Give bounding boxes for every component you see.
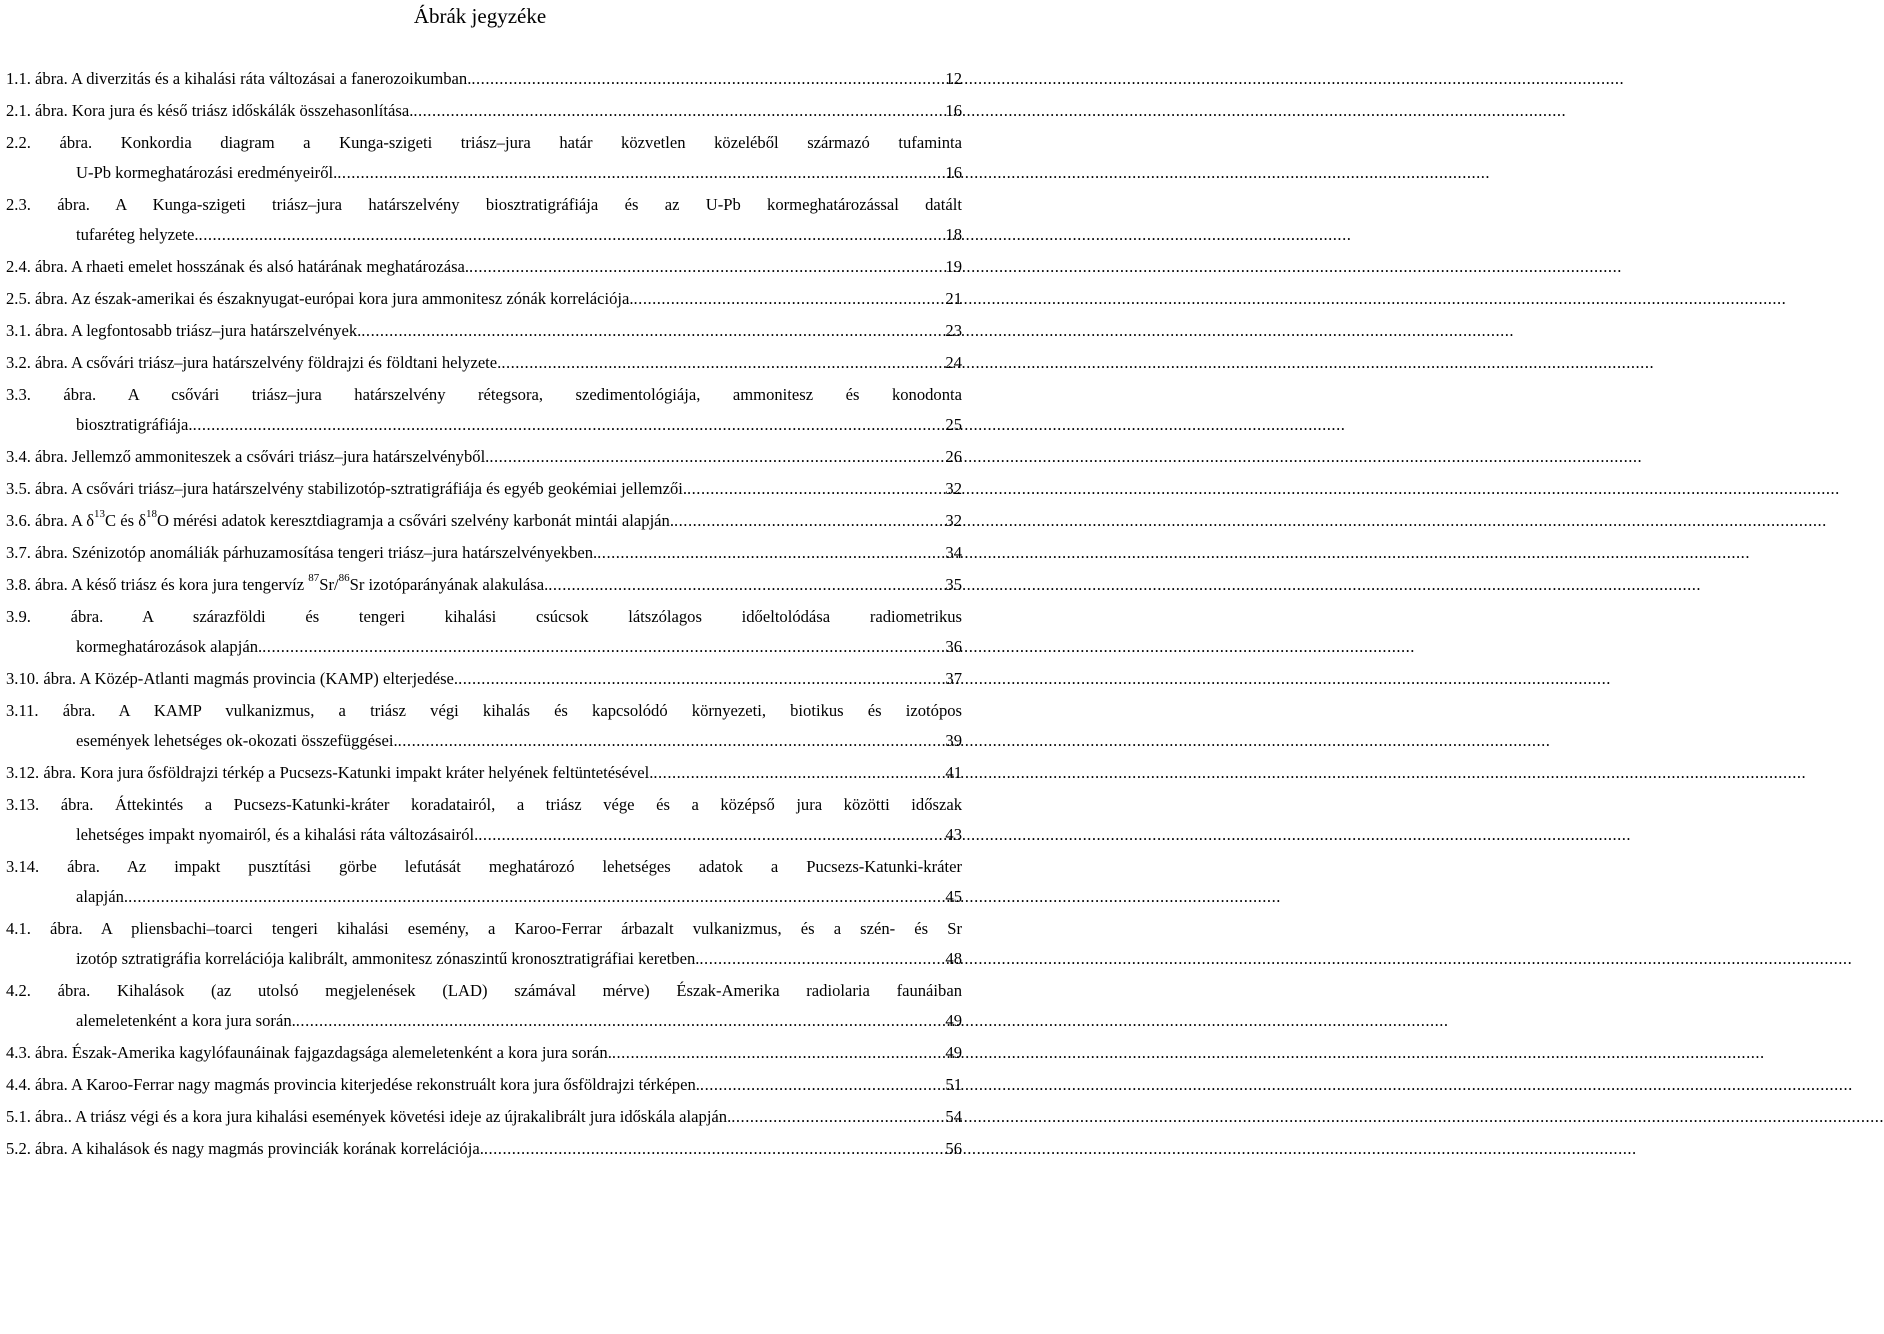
dot-leader	[548, 575, 944, 595]
entry-caption-line: 3.11. ábra. A KAMP vulkanizmus, a triász végi kihalás és kapcsolódó környezeti, biotikus és izotópos	[6, 701, 962, 720]
entry-caption-line: 1.1. ábra. A diverzitás és a kihalási ráta változásai a fanerozoikumban.	[6, 69, 472, 88]
entry-caption	[6, 572, 549, 595]
entry-caption-line: 3.14. ábra. Az impakt pusztítási görbe lefutását meghatározó lehetséges adatok a Pucsezs-Katunki-kráter	[6, 857, 962, 876]
entry-caption-line: 3.2. ábra. A csővári triász–jura határszelvény földrajzi és földtani helyzete.	[6, 353, 502, 372]
entry-caption-line: 3.5. ábra. A csővári triász–jura határszelvény stabilizotóp-sztratigráfiája és egyéb geokémiai jellemzői.	[6, 479, 687, 498]
dot-leader	[634, 289, 945, 309]
isotope-superscript: 13	[94, 508, 106, 521]
page-number: 34	[945, 543, 962, 562]
isotope-superscript: 87	[308, 572, 320, 585]
page-number: 12	[945, 69, 962, 88]
page-number: 54	[945, 1107, 962, 1126]
page-number: 49	[945, 1043, 962, 1062]
toc-entry[interactable]	[6, 1072, 962, 1098]
entry-caption-line: 4.2. ábra. Kihalások (az utolsó megjelenések (LAD) számával mérve) Észak-Amerika radiolaria faunáiban	[6, 981, 962, 1000]
entry-caption-line: 5.2. ábra. A kihalások és nagy magmás provinciák korának korrelációja.	[6, 1139, 484, 1158]
entry-caption-line: 3.3. ábra. A csővári triász–jura határszelvény rétegsora, szedimentológiája, ammonitesz és konodonta	[6, 385, 962, 404]
dot-leader	[262, 637, 944, 657]
caption-prefix: 3.8. ábra. A késő triász és kora jura tengervíz	[6, 575, 309, 594]
entry-caption-line: tufaréteg helyzete.	[76, 225, 199, 244]
page-title: Ábrák jegyzéke	[413, 4, 547, 28]
dot-leader	[193, 415, 945, 435]
page-number: 21	[945, 289, 962, 308]
entry-caption-line: 2.5. ábra. Az észak-amerikai és északnyugat-európai kora jura ammonitesz zónák korrelációja.	[6, 289, 634, 308]
page-number: 32	[945, 479, 962, 498]
entry-caption-line: 3.1. ábra. A legfontosabb triász–jura határszelvények.	[6, 321, 362, 340]
entry-caption-line: izotóp sztratigráfia korrelációja kalibrált, ammonitesz zónaszintű kronosztratigráfiai keretben.	[76, 949, 700, 968]
dot-leader	[501, 353, 944, 373]
dot-leader	[296, 1011, 945, 1031]
page-number: 43	[945, 825, 962, 844]
dot-leader	[612, 1043, 945, 1063]
page-number: 56	[945, 1139, 962, 1158]
caption-middle: C és δ	[105, 511, 147, 530]
toc-entry[interactable]	[6, 666, 962, 692]
toc-entry[interactable]	[6, 854, 962, 910]
entry-caption-line: 3.9. ábra. A szárazföldi és tengeri kihalási csúcsok látszólagos időeltolódása radiometrikus	[6, 607, 962, 626]
page-number: 26	[945, 447, 962, 466]
entry-caption-line: 3.13. ábra. Áttekintés a Pucsezs-Katunki-kráter koradatairól, a triász vége és a középső jura közötti időszak	[6, 795, 962, 814]
table-of-figures	[6, 66, 962, 1162]
toc-entry[interactable]	[6, 760, 962, 786]
page-number: 36	[945, 637, 962, 656]
dot-leader	[361, 321, 944, 341]
toc-entry[interactable]	[6, 1104, 962, 1130]
entry-caption-line: 3.12. ábra. Kora jura ősföldrajzi térkép a Pucsezs-Katunki impakt kráter helyének feltüntetésével.	[6, 763, 654, 782]
entry-caption-line: 2.1. ábra. Kora jura és késő triász időskálák összehasonlítása.	[6, 101, 414, 120]
toc-entry[interactable]	[6, 978, 962, 1034]
entry-caption-line: 2.4. ábra. A rhaeti emelet hosszának és alsó határának meghatározása.	[6, 257, 470, 276]
page-number: 39	[945, 731, 962, 750]
page-number: 16	[945, 101, 962, 120]
toc-entry[interactable]	[6, 1040, 962, 1066]
entry-caption-line: alemeletenként a kora jura során.	[76, 1011, 296, 1030]
page-number: 51	[945, 1075, 962, 1094]
caption-prefix: 3.6. ábra. A δ	[6, 511, 95, 530]
caption-suffix: Sr izotóparányának alakulása.	[349, 575, 549, 594]
page-number: 25	[945, 415, 962, 434]
entry-caption-line: kormeghatározások alapján.	[76, 637, 263, 656]
caption-suffix: O mérési adatok keresztdiagramja a csővári szelvény karbonát mintái alapján.	[157, 511, 674, 530]
toc-entry[interactable]	[6, 792, 962, 848]
page-number: 32	[945, 511, 962, 530]
toc-entry[interactable]	[6, 508, 962, 534]
entry-caption-line: 4.3. ábra. Észak-Amerika kagylófaunáinak fajgazdagsága alemeletenként a kora jura során.	[6, 1043, 612, 1062]
dot-leader	[398, 731, 945, 751]
toc-entry[interactable]	[6, 540, 962, 566]
toc-entry[interactable]	[6, 318, 962, 344]
entry-caption-line: 2.2. ábra. Konkordia diagram a Kunga-szigeti triász–jura határ közvetlen közeléből származó tufaminta	[6, 133, 962, 152]
dot-leader	[413, 101, 944, 121]
entry-caption-line: 3.7. ábra. Szénizotóp anomáliák párhuzamosítása tengeri triász–jura határszelvényekben.	[6, 543, 598, 562]
entry-caption-line: 2.3. ábra. A Kunga-szigeti triász–jura határszelvény biosztratigráfiája és az U-Pb kormeghatározással datált	[6, 195, 962, 214]
toc-entry[interactable]	[6, 192, 962, 248]
dot-leader	[674, 511, 944, 531]
page-number: 18	[945, 225, 962, 244]
page-number: 16	[945, 163, 962, 182]
entry-caption-line: 4.1. ábra. A pliensbachi–toarci tengeri kihalási esemény, a Karoo-Ferrar árbazalt vulkanizmus, és a szén- és Sr	[6, 919, 962, 938]
page-number: 45	[945, 887, 962, 906]
toc-entry[interactable]	[6, 444, 962, 470]
page-number: 23	[945, 321, 962, 340]
dot-leader	[699, 949, 944, 969]
dot-leader	[687, 479, 944, 499]
toc-entry[interactable]	[6, 130, 962, 186]
dot-leader	[478, 825, 944, 845]
toc-entry[interactable]	[6, 476, 962, 502]
dot-leader	[458, 669, 944, 689]
toc-entry[interactable]	[6, 698, 962, 754]
isotope-superscript: 86	[338, 572, 350, 585]
dot-leader	[199, 225, 945, 245]
dot-leader	[597, 543, 944, 563]
toc-entry[interactable]	[6, 254, 962, 280]
entry-caption-line: 5.1. ábra.. A triász végi és a kora jura kihalási események követési ideje az újrakalibrált jura időskála alapján.	[6, 1107, 732, 1126]
toc-entry[interactable]	[6, 572, 962, 598]
toc-entry[interactable]	[6, 382, 962, 438]
entry-caption-line: biosztratigráfiája.	[76, 415, 193, 434]
page-number: 24	[945, 353, 962, 372]
entry-caption-line: alapján.	[76, 887, 129, 906]
entry-caption	[6, 508, 674, 531]
page-number: 49	[945, 1011, 962, 1030]
toc-entry[interactable]	[6, 604, 962, 660]
dot-leader	[489, 447, 944, 467]
isotope-superscript: 18	[146, 508, 158, 521]
page-number: 19	[945, 257, 962, 276]
toc-entry[interactable]	[6, 66, 962, 92]
entry-caption-line: 3.10. ábra. A Közép-Atlanti magmás provincia (KAMP) elterjedése.	[6, 669, 459, 688]
dot-leader	[337, 163, 944, 183]
entry-caption-line: 4.4. ábra. A Karoo-Ferrar nagy magmás provincia kiterjedése rekonstruált kora jura ősföldrajzi térképen.	[6, 1075, 700, 1094]
dot-leader	[128, 887, 944, 907]
toc-entry[interactable]	[6, 1136, 962, 1162]
toc-entry[interactable]	[6, 286, 962, 312]
dot-leader	[700, 1075, 944, 1095]
page-number: 41	[945, 763, 962, 782]
entry-caption-line: események lehetséges ok-okozati összefüggései.	[76, 731, 398, 750]
entry-caption-line: U-Pb kormeghatározási eredményeiről.	[76, 163, 338, 182]
page-number: 35	[945, 575, 962, 594]
caption-middle: Sr/	[319, 575, 339, 594]
entry-caption-line: lehetséges impakt nyomairól, és a kihalási ráta változásairól.	[76, 825, 479, 844]
toc-entry[interactable]	[6, 916, 962, 972]
dot-leader	[484, 1139, 945, 1159]
dot-leader	[731, 1107, 944, 1127]
dot-leader	[469, 257, 944, 277]
toc-entry[interactable]	[6, 98, 962, 124]
toc-entry[interactable]	[6, 350, 962, 376]
dot-leader	[653, 763, 944, 783]
dot-leader	[471, 69, 944, 89]
entry-caption-line: 3.4. ábra. Jellemző ammoniteszek a csővári triász–jura határszelvényből.	[6, 447, 490, 466]
page-number: 37	[945, 669, 962, 688]
page-number: 48	[945, 949, 962, 968]
